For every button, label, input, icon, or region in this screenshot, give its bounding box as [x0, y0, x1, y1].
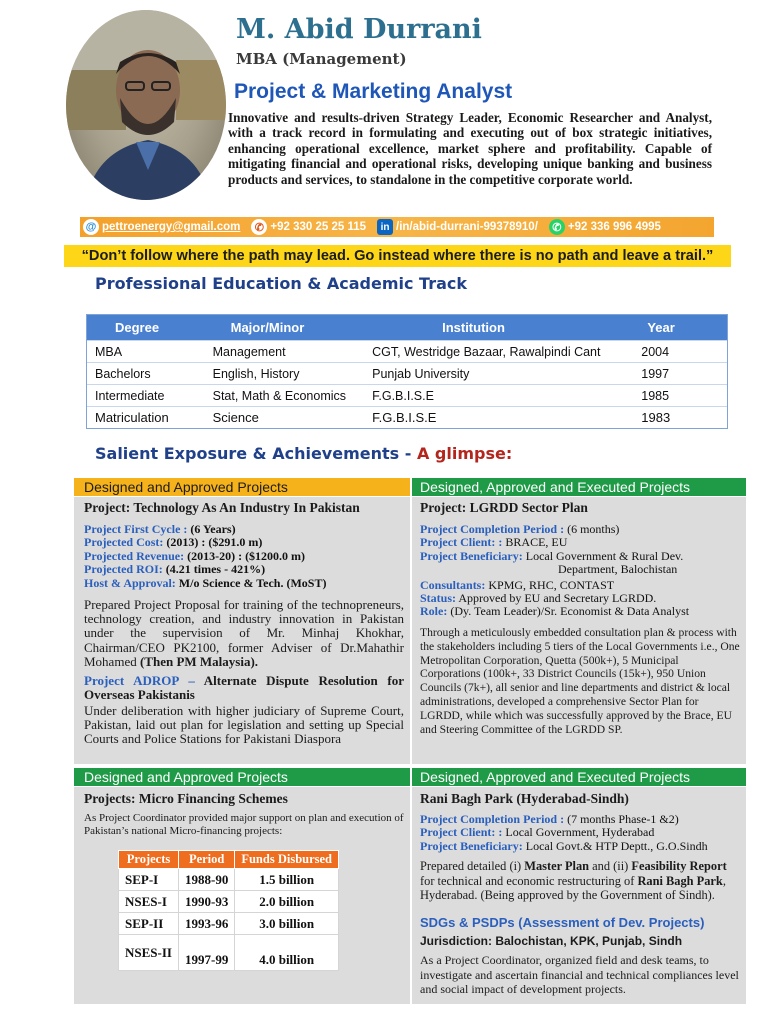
description-bold: Feasibility Report	[631, 859, 727, 873]
sdg-title: SDGs & PSDPs (Assessment of Dev. Projects)	[420, 915, 705, 930]
achievements-title-highlight: A glimpse:	[416, 444, 513, 463]
adrop-description: Under deliberation with higher judiciary of Supreme Court, Pakistan, laid out plan for legislation and setting up Special Courts and Police Stations for Pakistani Diaspora	[84, 703, 404, 747]
profile-name: M. Abid Durrani	[236, 14, 482, 45]
cell-funds: 2.0 billion	[235, 891, 339, 913]
achievements-title	[95, 444, 512, 463]
project-title: Project: LGRDD Sector Plan	[420, 500, 588, 515]
detail-key: Project Client: :	[420, 535, 503, 550]
cell-year: 2004	[641, 344, 670, 359]
cell-major: Management	[212, 344, 286, 359]
header-degree: Degree	[115, 320, 160, 335]
description-bold: Master Plan	[524, 859, 590, 873]
cell-funds: 1.5 billion	[235, 869, 339, 891]
detail-key: Projected Cost:	[84, 535, 164, 550]
detail-value: Local Govt.& HTP Deptt., G.O.Sindh	[522, 838, 708, 853]
table-row	[87, 406, 727, 428]
project-details	[84, 523, 326, 590]
header-major: Major/Minor	[230, 320, 305, 335]
project-intro: As Project Coordinator provided major support on plan and execution of Pakistan’s national Micro-financing projects:	[84, 812, 404, 837]
project-title: Project: Technology As An Industry In Pakistan	[84, 500, 360, 515]
cell-period: 1988-90	[179, 869, 235, 891]
cell-degree: MBA	[95, 344, 123, 359]
table-row	[87, 340, 727, 362]
header-period: Period	[179, 851, 235, 869]
profile-summary: Innovative and results-driven Strategy Leader, Economic Researcher and Analyst, with a track record in formulating and executing out of box strategic initiatives, enhancing operational excellence, market sphere and profitability. Capable of mitigating financial and operational risks, developing unique banking and business products and services, to standalone in the competitive corporate world.	[228, 110, 712, 187]
description-bold: Rani Bagh Park	[637, 873, 723, 888]
whatsapp-icon: ✆	[549, 219, 565, 235]
detail-value: (7 months Phase-1 &2)	[564, 812, 679, 826]
project-description: Through a meticulously embedded consultation plan & process with the stakeholders including 5 tiers of the Local Governments i.e., One Metropolitan Corporation, Quetta (500k+), 5 Municipal Corporations (100k+, 33 District Councils (15k+), 950 Union Councils (7k+), all senior and line departments and district & local administrations, developed a comprehensive Sector Plan for LGRDD, while which was successfully approved by the Brace, EU and Steering Committee of the LGRDD SP.	[420, 626, 740, 736]
panel-header: Designed and Approved Projects	[74, 478, 410, 496]
adrop-text: Alternate Dispute Resolution for Overseas Pakistanis	[84, 673, 404, 703]
cell-institution: Punjab University	[372, 366, 470, 381]
cell-major: English, History	[212, 366, 300, 381]
quote-banner: “Don’t follow where the path may lead. Go instead where there is no path and leave a trail.”	[64, 245, 731, 267]
profile-role: Project & Marketing Analyst	[234, 80, 513, 103]
jurisdiction: Jurisdiction: Balochistan, KPK, Punjab, Sindh	[420, 934, 683, 948]
micro-financing-table	[118, 850, 339, 971]
table-row	[119, 869, 339, 891]
detail-key: Project First Cycle :	[84, 522, 188, 536]
detail-key: Projected Revenue:	[84, 548, 185, 563]
detail-key: Projected ROI:	[84, 562, 163, 577]
contact-bar	[80, 217, 714, 237]
table-row	[119, 935, 339, 971]
whatsapp-text: +92 336 996 4995	[567, 221, 661, 233]
cell-project: NSES-I	[119, 891, 179, 913]
achievements-title-main: Salient Exposure & Achievements -	[95, 444, 412, 463]
contact-linkedin[interactable]	[374, 219, 538, 235]
panel-header: Designed, Approved and Executed Projects	[412, 478, 746, 496]
table-row	[119, 913, 339, 935]
detail-value: M/o Science & Tech. (MoST)	[175, 575, 327, 590]
description-bold: (Then PM Malaysia).	[139, 653, 259, 669]
detail-value: Department, Balochistan	[558, 562, 678, 577]
detail-key: Project Beneficiary:	[420, 838, 523, 853]
contact-email[interactable]	[80, 219, 240, 235]
detail-value: (Dy. Team Leader)/Sr. Economist & Data Analyst	[447, 604, 690, 619]
contact-phone[interactable]	[248, 219, 366, 235]
panel-header: Designed and Approved Projects	[74, 768, 410, 786]
cell-degree: Intermediate	[95, 388, 165, 403]
description-text: for technical and economic restructuring of	[420, 873, 638, 888]
panel-header: Designed, Approved and Executed Projects	[412, 768, 746, 786]
description-text: , Hyderabad. (Being approved by the Government of Sindh).	[420, 873, 726, 903]
cell-funds: 4.0 billion	[235, 935, 339, 971]
detail-value: Local Government & Rural Dev.	[522, 548, 684, 563]
cell-institution: CGT, Westridge Bazaar, Rawalpindi Cant	[372, 344, 601, 359]
cell-period: 1993-96	[179, 913, 235, 935]
header-projects: Projects	[119, 851, 179, 869]
sdg-description: As a Project Coordinator, organized field and desk teams, to investigate and ascertain financial and technical compliances level and social impact of development projects.	[420, 953, 739, 997]
detail-key: Role:	[420, 604, 448, 619]
header-institution: Institution	[442, 320, 505, 335]
detail-value: (2013) : ($291.0 m)	[163, 535, 263, 550]
detail-key: Status:	[420, 591, 457, 606]
cell-project: SEP-I	[119, 869, 179, 891]
project-details	[420, 813, 708, 853]
detail-key: Project Beneficiary:	[420, 548, 523, 563]
cell-funds: 3.0 billion	[235, 913, 339, 935]
linkedin-icon: in	[377, 219, 393, 235]
cell-year: 1983	[641, 410, 671, 425]
cell-major: Stat, Math & Economics	[212, 388, 347, 403]
detail-key: Project Completion Period :	[420, 812, 565, 826]
phone-text: +92 330 25 25 115	[270, 221, 367, 233]
detail-key: Host & Approval:	[84, 575, 176, 590]
phone-icon: ✆	[251, 219, 267, 235]
table-row	[119, 891, 339, 913]
detail-value: (4.21 times - 421%)	[162, 562, 266, 577]
email-text: pettroenergy@gmail.com	[102, 221, 241, 233]
detail-value: (6 Years)	[187, 522, 236, 536]
profile-photo	[66, 10, 226, 200]
cell-year: 1985	[641, 388, 670, 403]
header-funds: Funds Disbursed	[235, 851, 339, 869]
table-row	[87, 362, 727, 384]
adrop-title	[84, 674, 404, 702]
detail-value: (6 months)	[564, 522, 620, 536]
cell-year: 1997	[641, 366, 670, 381]
adrop-key: Project ADROP –	[84, 673, 195, 688]
detail-key: Project Completion Period :	[420, 522, 565, 536]
description-text: and (ii)	[589, 859, 632, 873]
project-title: Projects: Micro Financing Schemes	[84, 791, 288, 806]
detail-value: Approved by EU and Secretary LGRDD.	[456, 591, 657, 606]
project-details	[420, 523, 689, 619]
profile-degree: MBA (Management)	[236, 50, 407, 68]
cell-period: 1997-99	[179, 935, 235, 971]
description-text: Prepared Project Proposal for training of the technopreneurs, technology creation, and industry innovation in Pakistan under the supervision of Mr. Minhaj Khokhar, Chairman/CEO PK2100, former Adviser of Dr.Mahathir Mohamed	[84, 597, 404, 669]
education-header-row	[87, 315, 727, 340]
detail-value: (2013-20) : ($1200.0 m)	[184, 548, 306, 563]
project-title: Rani Bagh Park (Hyderabad-Sindh)	[420, 791, 629, 806]
project-description	[84, 598, 404, 669]
cell-major: Science	[212, 410, 259, 425]
detail-key: Project Client: :	[420, 825, 503, 840]
cell-period: 1990-93	[179, 891, 235, 913]
cell-degree: Bachelors	[95, 366, 151, 381]
cell-institution: F.G.B.I.S.E	[372, 388, 434, 403]
cell-project: NSES-II	[119, 935, 179, 971]
table-row	[87, 384, 727, 406]
description-text: Prepared detailed (i)	[420, 859, 525, 873]
linkedin-text: /in/abid-durrani-99378910/	[396, 221, 538, 233]
email-icon: @	[83, 219, 99, 235]
cell-project: SEP-II	[119, 913, 179, 935]
table-header-row	[119, 851, 339, 869]
detail-value: Local Government, Hyderabad	[502, 825, 655, 840]
education-table	[86, 314, 728, 429]
cell-institution: F.G.B.I.S.E	[372, 410, 437, 425]
project-description	[420, 859, 740, 903]
education-title: Professional Education & Academic Track	[95, 274, 467, 293]
detail-key: Consultants:	[420, 577, 486, 592]
detail-value: KPMG, RHC, CONTAST	[485, 577, 615, 592]
contact-whatsapp[interactable]	[546, 219, 661, 235]
cell-degree: Matriculation	[95, 410, 169, 425]
header-year: Year	[647, 320, 675, 335]
detail-value: BRACE, EU	[502, 535, 568, 550]
